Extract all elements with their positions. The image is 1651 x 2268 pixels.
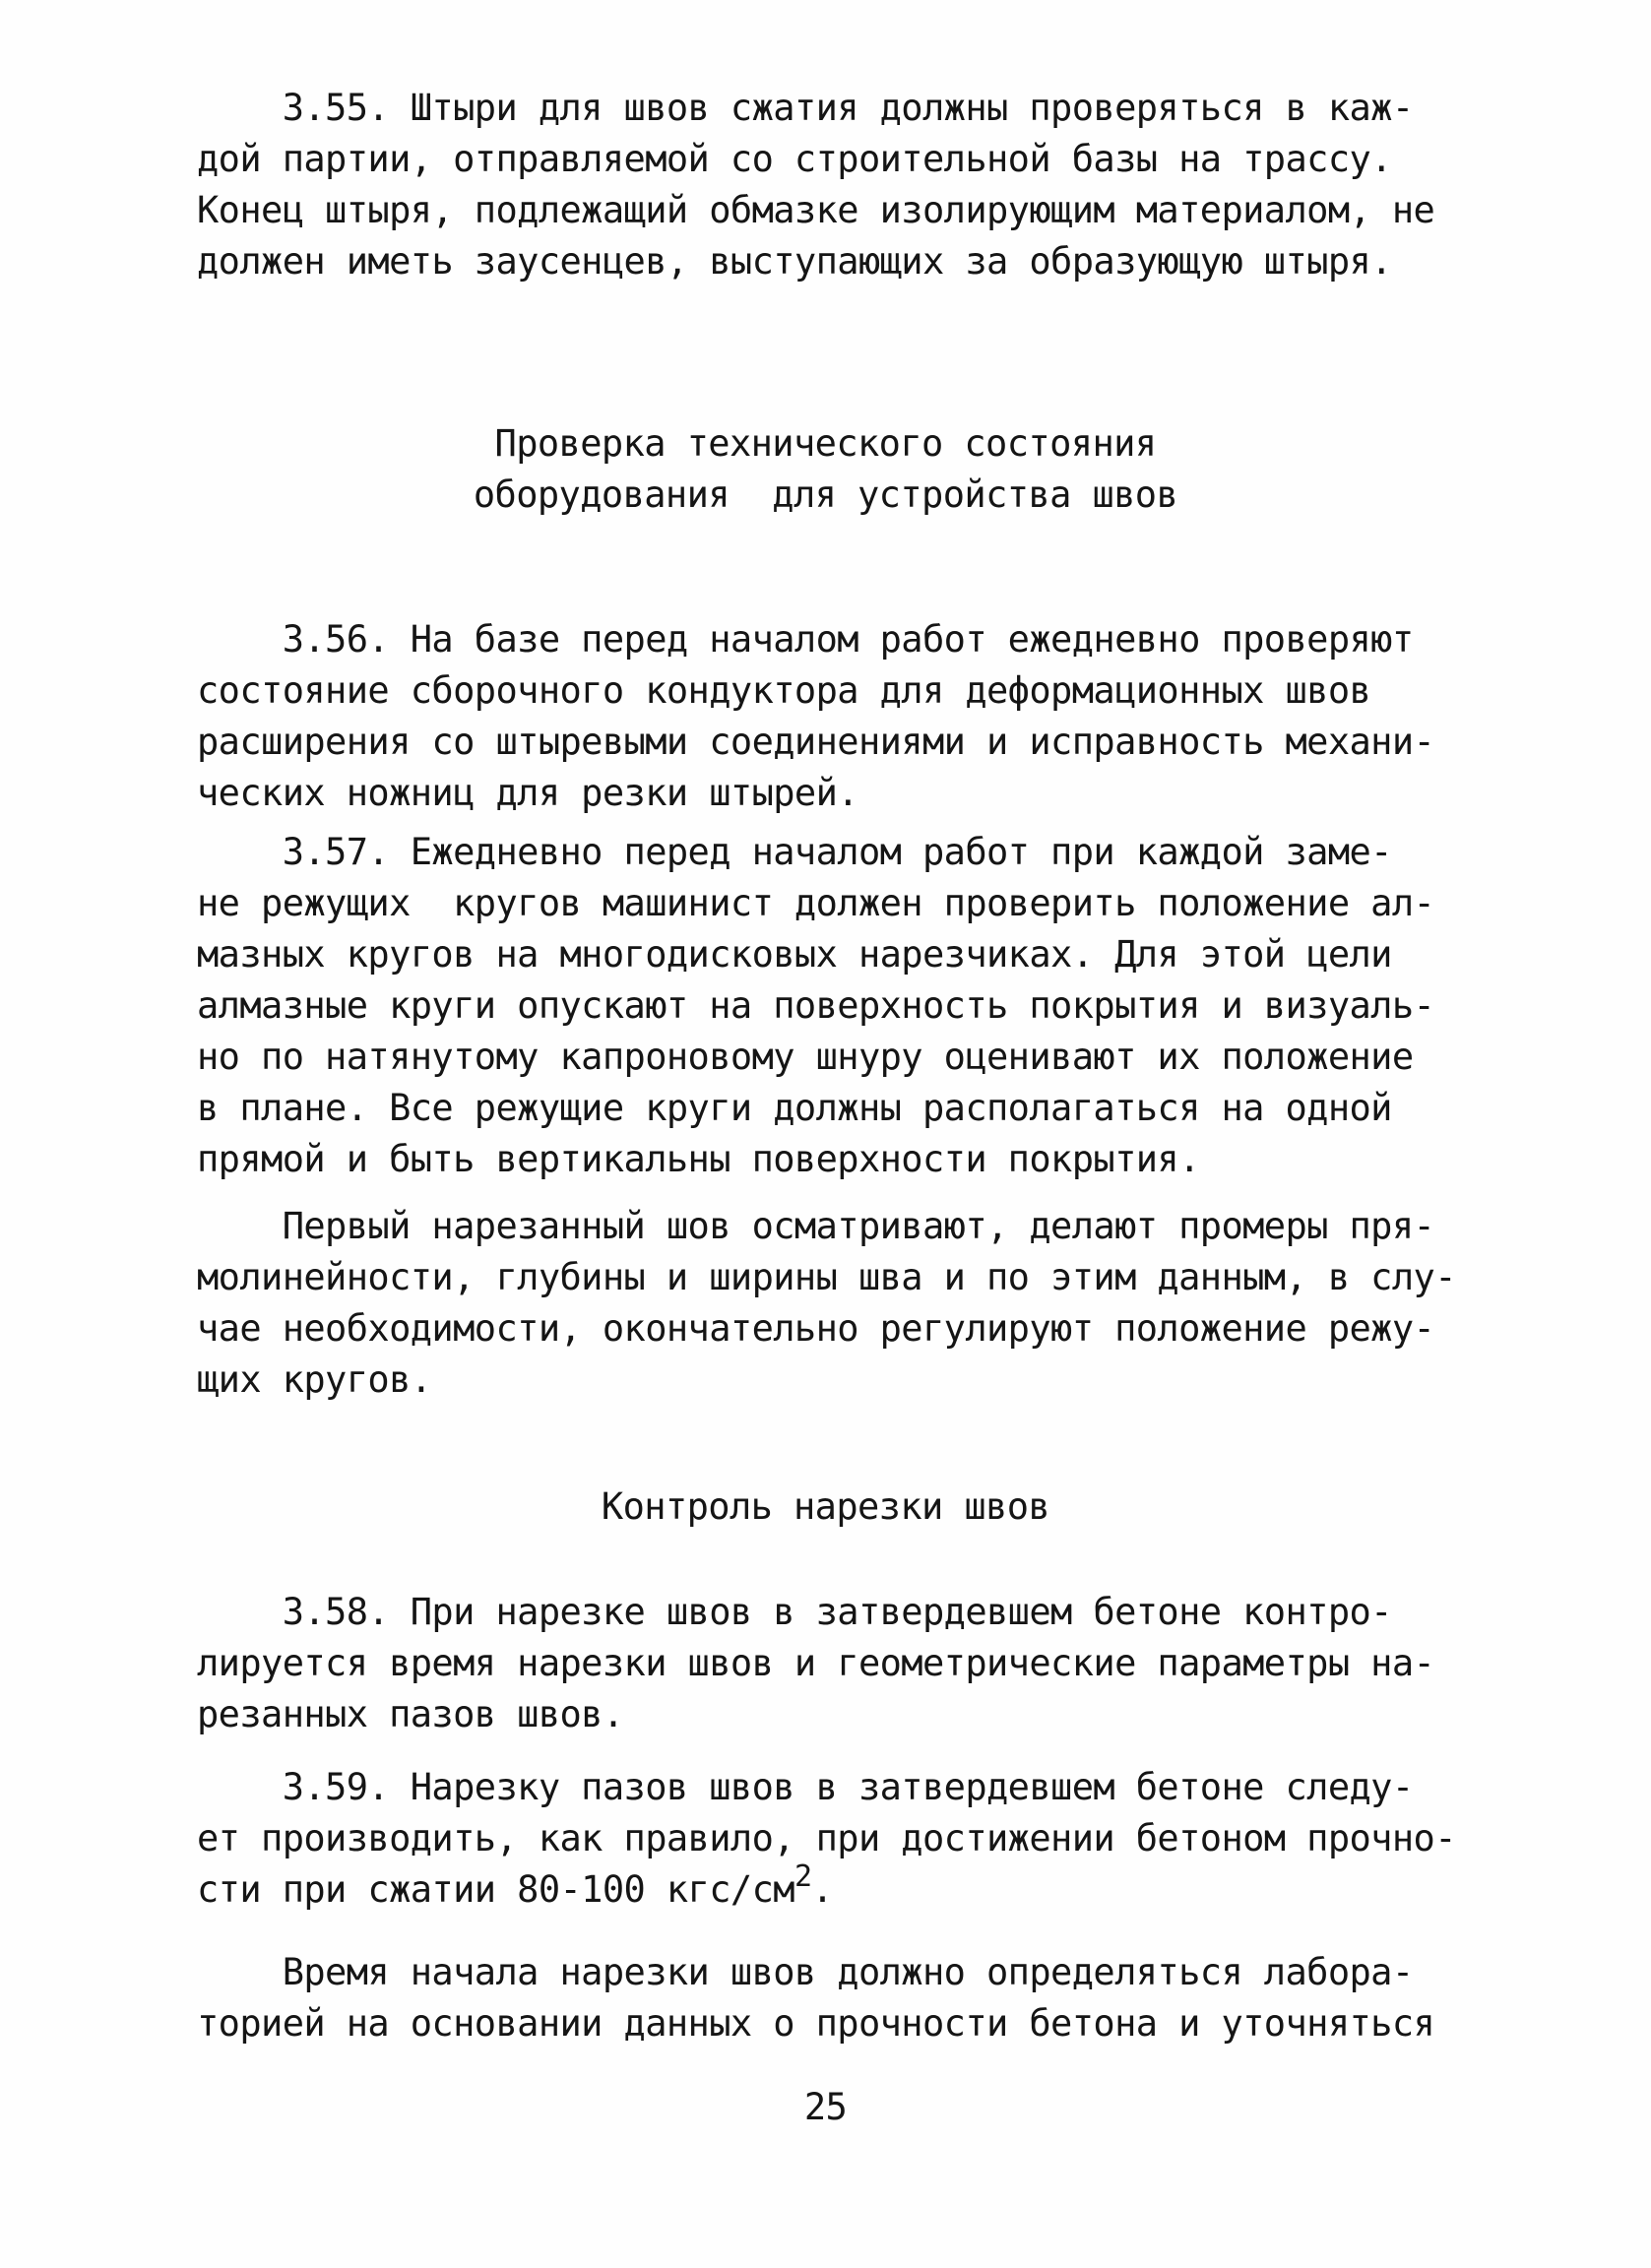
text-line: дой партии, отправляемой со строительной базы на трассу. [197,138,1392,180]
heading-line: Проверка технического состояния [494,422,1157,465]
page-number: 25 [803,2086,848,2128]
text-line: щих кругов. [197,1358,432,1401]
text-line: 3.57. Ежедневно перед началом работ при каждой заме- [197,831,1392,873]
text-line [197,1859,1423,1916]
text-line: Первый нарезанный шов осматривают, делают промеры пря- [197,1205,1435,1247]
paragraph-3-57 [197,827,1435,1185]
paragraph-3-56 [197,614,1435,819]
text-line: чае необходимости, окончательно регулируют положение режу- [197,1307,1435,1350]
text-line: торией на основании данных о прочности бетона и уточняться [197,2002,1435,2045]
sentence-end: . [811,1868,834,1911]
text-line: резанных пазов швов. [197,1693,624,1735]
paragraph-3-55 [197,83,1435,287]
text-line: ет производить, как правило, при достижении бетоном прочно- [197,1817,1456,1859]
paragraph-3-58 [197,1587,1435,1740]
text-line: должен иметь заусенцев, выступающих за образующую штыря. [197,240,1392,283]
text-line: ческих ножниц для резки штырей. [197,772,858,814]
text-line: Время начала нарезки швов должно определяться лабора- [197,1951,1414,1993]
text-line: молинейности, глубины и ширины шва и по этим данным, в слу- [197,1256,1456,1298]
heading-line: оборудования для устройства швов [473,473,1178,516]
heading-line: Контроль нарезки швов [601,1485,1050,1528]
paragraph-cutting-start-time [197,1947,1435,2049]
text-line: 3.58. При нарезке швов в затвердевшем бетоне контро- [197,1591,1392,1633]
section-heading-equipment-check [0,418,1651,521]
text-line: 3.59. Нарезку пазов швов в затвердевшем бетоне следу- [197,1766,1414,1808]
text-line: 3.56. На базе перед началом работ ежедневно проверяют [197,618,1414,661]
unit-superscript: 2 [794,1859,812,1894]
text-line: но по натянутому капроновому шнуру оценивают их положение [197,1036,1414,1078]
text-line: состояние сборочного кондуктора для деформационных швов [197,669,1371,712]
paragraph-first-cut-inspection [197,1201,1456,1406]
text-line: 3.55. Штыри для швов сжатия должны проверяться в каж- [197,87,1414,129]
paragraph-3-59 [197,1762,1456,1916]
section-heading-cutting-control [0,1481,1651,1533]
text-line: прямой и быть вертикальны поверхности покрытия. [197,1138,1200,1180]
text-line: Конец штыря, подлежащий обмазке изолирующим материалом, не [197,189,1435,231]
text-line: лируется время нарезки швов и геометрические параметры на- [197,1642,1435,1684]
text-line: мазных кругов на многодисковых нарезчиках. Для этой цели [197,933,1392,976]
text-line: не режущих кругов машинист должен проверить положение ал- [197,882,1435,924]
text-line: расширения со штыревыми соединениями и исправность механи- [197,721,1435,763]
strength-text: сти при сжатии 80-100 кгс/см [197,1868,794,1911]
text-line: в плане. Все режущие круги должны располагаться на одной [197,1087,1392,1129]
text-line: алмазные круги опускают на поверхность покрытия и визуаль- [197,984,1435,1027]
